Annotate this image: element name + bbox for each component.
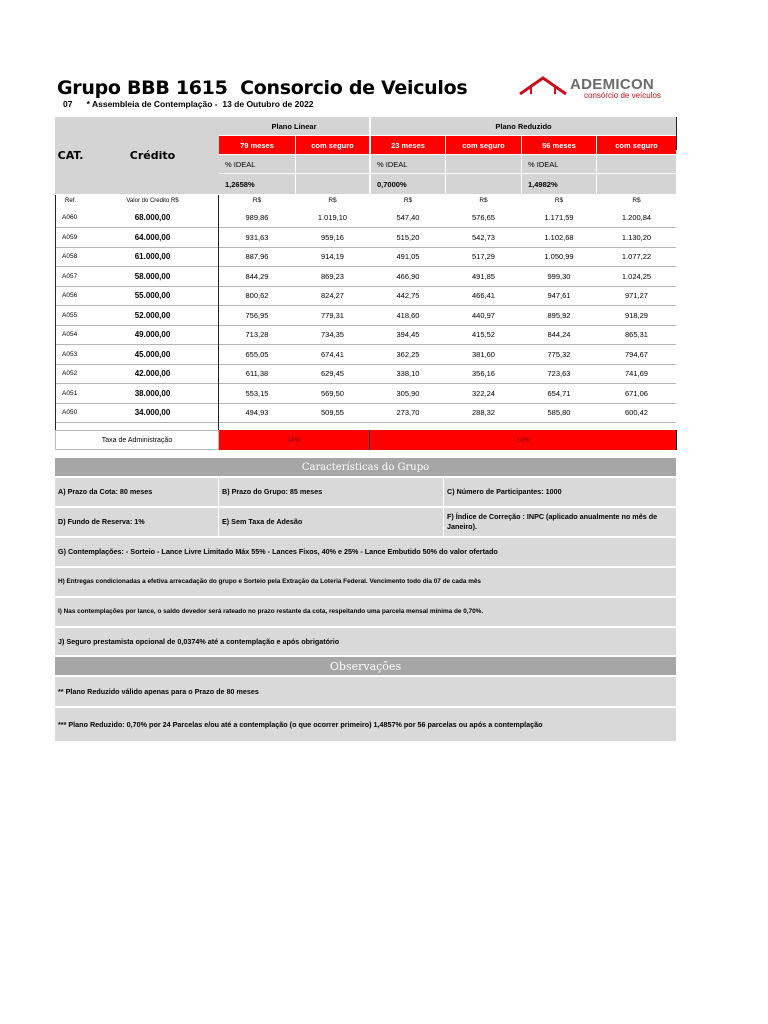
ideal-blank-2 (446, 155, 521, 173)
entregas: H) Entregas condicionadas a efetiva arrecadação do grupo e Sorteio pela Extração da Loteria Federal. Vencimento todo dia 07 de cada mês (55, 568, 676, 596)
contemplacoes: G) Contemplações: - Sorteio - Lance Livre Limitado Máx 55% - Lances Fixos, 40% e 25% - Lance Embutido 50% do valor ofertado (55, 538, 676, 566)
row-value: 466,90 (396, 271, 420, 281)
row-ref: A051 (62, 389, 78, 397)
row-value: 415,52 (472, 329, 495, 339)
row-value: 569,50 (321, 388, 344, 398)
table-border (218, 195, 219, 430)
row-value: 440,97 (472, 310, 495, 320)
col-com-seguro-1: com seguro (296, 136, 369, 154)
row-value: 394,45 (396, 329, 420, 339)
row-ref: A053 (62, 350, 78, 358)
row-value: 542,73 (472, 232, 495, 242)
taxa-admin-reduzido: 14% (369, 430, 677, 450)
row-value: 959,16 (321, 232, 344, 242)
row-value: 356,16 (472, 368, 495, 378)
row-value: 362,25 (396, 349, 420, 359)
numero-participantes: C) Número de Participantes: 1000 (444, 478, 676, 506)
row-value: 989,86 (245, 212, 269, 222)
row-value: 1.077,22 (621, 251, 652, 261)
row-value: 1.024,25 (621, 271, 652, 281)
row-credito: 42.000,00 (134, 368, 171, 378)
row-value: 1.171,59 (544, 212, 574, 222)
row-value: 629,45 (321, 368, 344, 378)
prazo-grupo: B) Prazo do Grupo: 85 meses (219, 478, 443, 506)
row-ref: A057 (62, 272, 78, 280)
row-value: 794,67 (625, 349, 648, 359)
row-ref: A059 (62, 233, 78, 241)
logo-tagline: consórcio de veículos (584, 91, 661, 100)
assembly-subtitle: 07 * Assembleia de Contemplação - 13 de Outubro de 2022 (63, 99, 314, 109)
row-value: 734,35 (321, 329, 344, 339)
row-value: 999,30 (547, 271, 571, 281)
row-credito: 61.000,00 (134, 251, 171, 261)
col-com-seguro-2: com seguro (446, 136, 521, 154)
rs-header: R$ (632, 197, 641, 204)
taxa-admin-linear: 14% (219, 430, 369, 450)
plano-linear-header: Plano Linear (219, 117, 369, 135)
row-value: 338,10 (396, 368, 420, 378)
row-credito: 55.000,00 (134, 290, 171, 300)
row-value: 775,32 (547, 349, 571, 359)
pct-blank-3 (597, 174, 676, 194)
rs-header: R$ (479, 197, 488, 204)
row-value: 655,05 (245, 349, 269, 359)
row-value: 1.200,84 (621, 212, 652, 222)
prazo-cota: A) Prazo da Cota: 80 meses (55, 478, 218, 506)
pct-ideal-1: 1,2658% (219, 174, 295, 194)
row-value: 576,65 (472, 212, 495, 222)
row-ref: A055 (62, 311, 78, 319)
pct-ideal-2: 0,7000% (371, 174, 445, 194)
row-value: 547,40 (396, 212, 420, 222)
row-credito: 38.000,00 (134, 388, 171, 398)
row-value: 800,62 (245, 290, 269, 300)
pct-blank-1 (296, 174, 369, 194)
pct-ideal-3: 1,4982% (522, 174, 596, 194)
ref-header: Ref. (64, 197, 76, 204)
taxa-admin-label: Taxa de Administração (55, 430, 219, 450)
col-56-meses: 56 meses (522, 136, 596, 154)
observacao-1: ** Plano Reduzido válido apenas para o Prazo de 80 meses (55, 677, 676, 706)
table-border (55, 195, 56, 430)
row-value: 671,06 (625, 388, 648, 398)
ideal-blank-1 (296, 155, 369, 173)
row-value: 947,61 (547, 290, 571, 300)
table-border (676, 117, 677, 150)
row-value: 887,96 (245, 251, 269, 261)
row-ref: A058 (62, 252, 78, 260)
valor-credito-header: Valor do Credito R$ (126, 197, 179, 204)
observacao-2: *** Plano Reduzido: 0,70% por 24 Parcelas e/ou até a contemplação (o que ocorrer primeiro) 1,4857% por 56 parcelas ou após a contemplação (55, 708, 676, 741)
row-value: 288,32 (472, 407, 495, 417)
row-value: 585,80 (547, 407, 571, 417)
ideal-label-1: % IDEAL (219, 155, 295, 173)
row-divider (55, 422, 676, 423)
row-value: 494,93 (245, 407, 269, 417)
row-value: 273,70 (396, 407, 420, 417)
row-value: 1.130,20 (621, 232, 652, 242)
cat-header: CAT. (55, 117, 86, 194)
row-credito: 58.000,00 (134, 271, 171, 281)
col-com-seguro-3: com seguro (597, 136, 676, 154)
row-credito: 52.000,00 (134, 310, 171, 320)
row-value: 779,31 (321, 310, 344, 320)
indice-correcao: F) Índice de Correção : INPC (aplicado anualmente no mês de Janeiro). (444, 508, 676, 536)
row-value: 865,31 (625, 329, 648, 339)
plano-reduzido-header: Plano Reduzido (371, 117, 676, 135)
row-value: 723,63 (547, 368, 571, 378)
row-ref: A050 (62, 408, 78, 416)
row-value: 844,29 (245, 271, 269, 281)
row-value: 1.050,99 (544, 251, 574, 261)
row-credito: 68.000,00 (134, 212, 171, 222)
row-ref: A060 (62, 213, 78, 221)
row-value: 895,92 (547, 310, 571, 320)
row-value: 654,71 (547, 388, 571, 398)
page-title: Grupo BBB 1615 Consorcio de Veiculos (57, 77, 468, 99)
row-value: 600,42 (625, 407, 648, 417)
credito-header: Crédito (86, 117, 219, 194)
row-value: 466,41 (472, 290, 495, 300)
row-value: 611,38 (245, 368, 269, 378)
seguro-prestamista: J) Seguro prestamista opcional de 0,0374% até a contemplação e após obrigatório (55, 628, 676, 655)
row-ref: A056 (62, 291, 78, 299)
rs-header: R$ (328, 197, 337, 204)
row-credito: 34.000,00 (134, 407, 171, 417)
row-value: 517,29 (472, 251, 495, 261)
row-credito: 45.000,00 (134, 349, 171, 359)
observacoes-title: Observações (55, 657, 676, 675)
col-23-meses: 23 meses (371, 136, 445, 154)
row-value: 713,28 (245, 329, 269, 339)
row-value: 931,63 (245, 232, 269, 242)
pct-blank-2 (446, 174, 521, 194)
row-value: 1.019,10 (317, 212, 348, 222)
row-value: 914,19 (321, 251, 344, 261)
row-value: 418,60 (396, 310, 420, 320)
rs-header: R$ (403, 197, 413, 204)
row-value: 918,29 (625, 310, 648, 320)
row-value: 322,24 (472, 388, 495, 398)
row-value: 491,85 (472, 271, 495, 281)
row-value: 1.102,68 (544, 232, 574, 242)
row-credito: 64.000,00 (134, 232, 171, 242)
ideal-label-3: % IDEAL (522, 155, 596, 173)
col-79-meses: 79 meses (219, 136, 295, 154)
row-value: 381,60 (472, 349, 495, 359)
row-value: 553,15 (245, 388, 269, 398)
row-value: 844,24 (547, 329, 571, 339)
row-value: 824,27 (321, 290, 344, 300)
ideal-blank-3 (597, 155, 676, 173)
ideal-label-2: % IDEAL (371, 155, 445, 173)
rs-header: R$ (252, 197, 262, 204)
row-value: 971,27 (625, 290, 648, 300)
row-value: 515,20 (396, 232, 420, 242)
row-value: 741,69 (625, 368, 648, 378)
logo-name: ADEMICON (570, 76, 655, 93)
row-ref: A054 (62, 330, 78, 338)
row-value: 509,55 (321, 407, 344, 417)
row-credito: 49.000,00 (134, 329, 171, 339)
row-value: 756,95 (245, 310, 269, 320)
row-value: 491,05 (396, 251, 420, 261)
row-value: 869,23 (321, 271, 344, 281)
contemplacoes-lance: I) Nas contemplações por lance, o saldo devedor será rateado no prazo restante da cota, respeitando uma parcela mensal mínima de 0,70%. (55, 598, 676, 626)
row-ref: A052 (62, 369, 78, 377)
caracteristicas-title: Características do Grupo (55, 458, 676, 476)
taxa-adesao: E) Sem Taxa de Adesão (219, 508, 443, 536)
fundo-reserva: D) Fundo de Reserva: 1% (55, 508, 218, 536)
row-value: 442,75 (396, 290, 420, 300)
rs-header: R$ (554, 197, 564, 204)
row-value: 674,41 (321, 349, 344, 359)
row-value: 305,90 (396, 388, 420, 398)
